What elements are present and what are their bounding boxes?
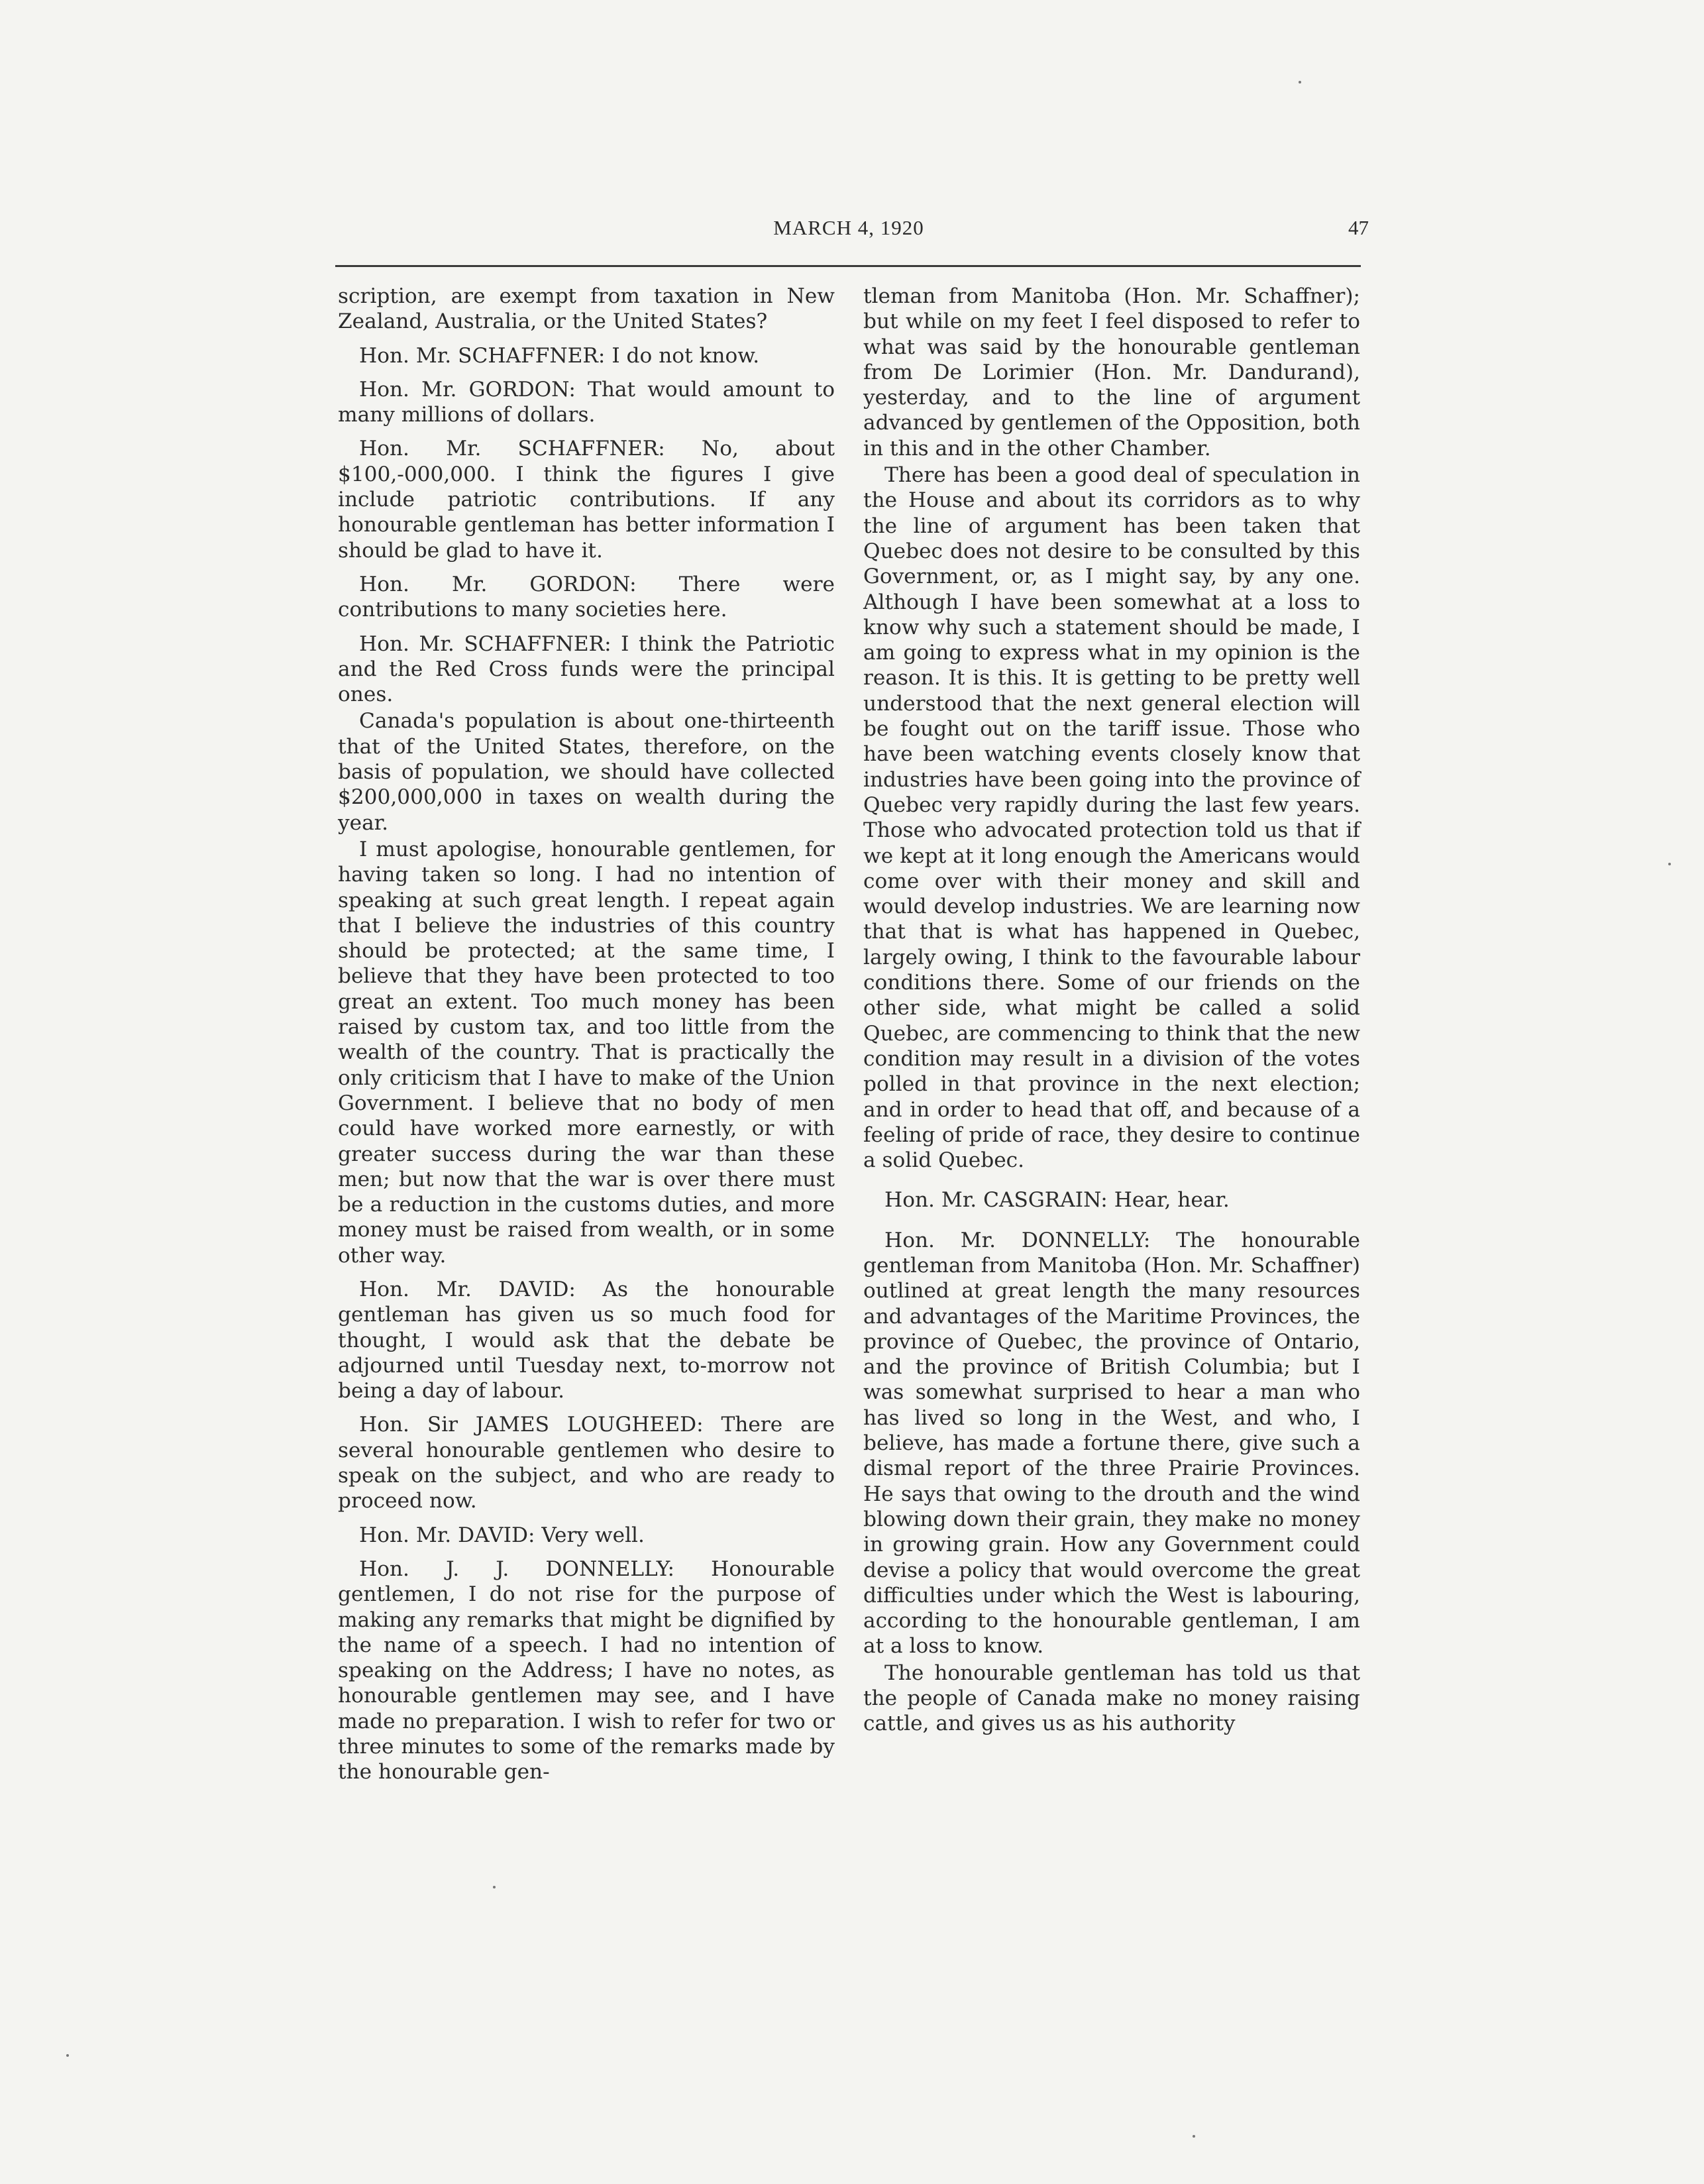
header-rule bbox=[335, 265, 1361, 267]
speck bbox=[1668, 863, 1671, 865]
paragraph: Hon. Mr. SCHAFFNER: I do not know. bbox=[359, 343, 760, 368]
paragraph: Hon. J. J. DONNELLY: Honourable gentlemen, I do not rise for the purpose of making any remarks that might be dignified by the name of a speech. I had no intention of speaking on the Address; I have no notes, as honourable gentlemen may see, and I have made no preparation. I wish to refer for two or three minutes to some of the remarks made by the honourable gen- bbox=[338, 1556, 835, 1784]
paragraph: Hon. Mr. SCHAFFNER: I think the Patriotic and the Red Cross funds were the principal ones. bbox=[338, 631, 835, 707]
paragraph: The honourable gentleman has told us that the people of Canada make no money raising cattle, and gives us as his authority bbox=[863, 1661, 1360, 1736]
speck bbox=[66, 2054, 69, 2057]
speck bbox=[1299, 81, 1301, 83]
paragraph: scription, are exempt from taxation in New Zealand, Australia, or the United States? bbox=[338, 284, 835, 334]
paragraph: Hon. Mr. CASGRAIN: Hear, hear. bbox=[884, 1188, 1230, 1213]
paragraph: Canada's population is about one-thirteenth that of the United States, therefore, on the basis of population, we should have collected $200,000,000 in taxes on wealth during the year. bbox=[338, 709, 835, 835]
paragraph: Hon. Mr. DONNELLY: The honourable gentleman from Manitoba (Hon. Mr. Schaffner) outlined at great length the many resources and advantages of the Maritime Provinces, the province of Quebec, the province of Ontario, and the province of British Columbia; but I was somewhat surprised to hear a man who has lived so long in the West, and who, I believe, has made a fortune there, give such a dismal report of the three Prairie Provinces. He says that owing to the drouth and the wind blowing down their grain, they make no money in growing grain. How any Government could devise a policy that would overcome the great difficulties under which the West is labouring, according to the honourable gentleman, I am at a loss to know. bbox=[863, 1228, 1360, 1659]
paragraph: Hon. Mr. SCHAFFNER: No, about $100,-000,000. I think the figures I give include patriotic contributions. If any honourable gentleman has better information I should be glad to have it. bbox=[338, 437, 835, 563]
paragraph: Hon. Mr. GORDON: That would amount to many millions of dollars. bbox=[338, 377, 835, 427]
paragraph: Hon. Mr. GORDON: There were contributions to many societies here. bbox=[338, 572, 835, 622]
speck bbox=[493, 1886, 496, 1888]
header-date: MARCH 4, 1920 bbox=[773, 216, 924, 239]
right-column bbox=[863, 284, 1360, 1737]
left-column bbox=[338, 284, 835, 1785]
paragraph: There has been a good deal of speculation in the House and about its corridors as to why the line of argument has been taken that Quebec does not desire to be consulted by this Government, or, as I might say, by any one. Although I have been somewhat at a loss to know why such a statement should be made, I am going to express what in my opinion is the reason. It is this. It is getting to be pretty well understood that the next general election will be fought out on the tariff issue. Those who have been watching events closely know that industries have been going into the province of Quebec very rapidly during the last few years. Those who advocated protection told us that if we kept at it long enough the Americans would come over with their money and skill and would develop industries. We are learning now that that is what has happened in Quebec, largely owing, I think to the favourable labour conditions there. Some of our friends on the other side, what might be called a solid Quebec, are commencing to think that the new condition may result in a division of the votes polled in that province in the next election; and in order to head that off, and because of a feeling of pride of race, they desire to continue a solid Quebec. bbox=[863, 463, 1360, 1173]
paragraph: tleman from Manitoba (Hon. Mr. Schaffner); but while on my feet I feel disposed to refer to what was said by the honourable gentleman from De Lorimier (Hon. Mr. Dandurand), yesterday, and to the line of argument advanced by gentlemen of the Opposition, both in this and in the other Chamber. bbox=[863, 284, 1360, 461]
paragraph: I must apologise, honourable gentlemen, for having taken so long. I had no intention of speaking at such great length. I repeat again that I believe the industries of this country should be protected; at the same time, I believe that they have been protected to too great an extent. Too much money has been raised by custom tax, and too little from the wealth of the country. That is practically the only criticism that I have to make of the Union Government. I believe that no body of men could have worked more earnestly, or with greater success during the war than these men; but now that the war is over there must be a reduction in the customs duties, and more money must be raised from wealth, or in some other way. bbox=[338, 837, 835, 1268]
page-header bbox=[337, 216, 1369, 249]
speck bbox=[1193, 2135, 1195, 2138]
paragraph: Hon. Mr. DAVID: As the honourable gentleman has given us so much food for thought, I would ask that the debate be adjourned until Tuesday next, to-morrow not being a day of labour. bbox=[338, 1277, 835, 1403]
paragraph: Hon. Mr. DAVID: Very well. bbox=[359, 1523, 645, 1547]
page-number: 47 bbox=[1348, 216, 1369, 239]
paragraph: Hon. Sir JAMES LOUGHEED: There are several honourable gentlemen who desire to speak on the subject, and who are ready to proceed now. bbox=[338, 1413, 835, 1513]
